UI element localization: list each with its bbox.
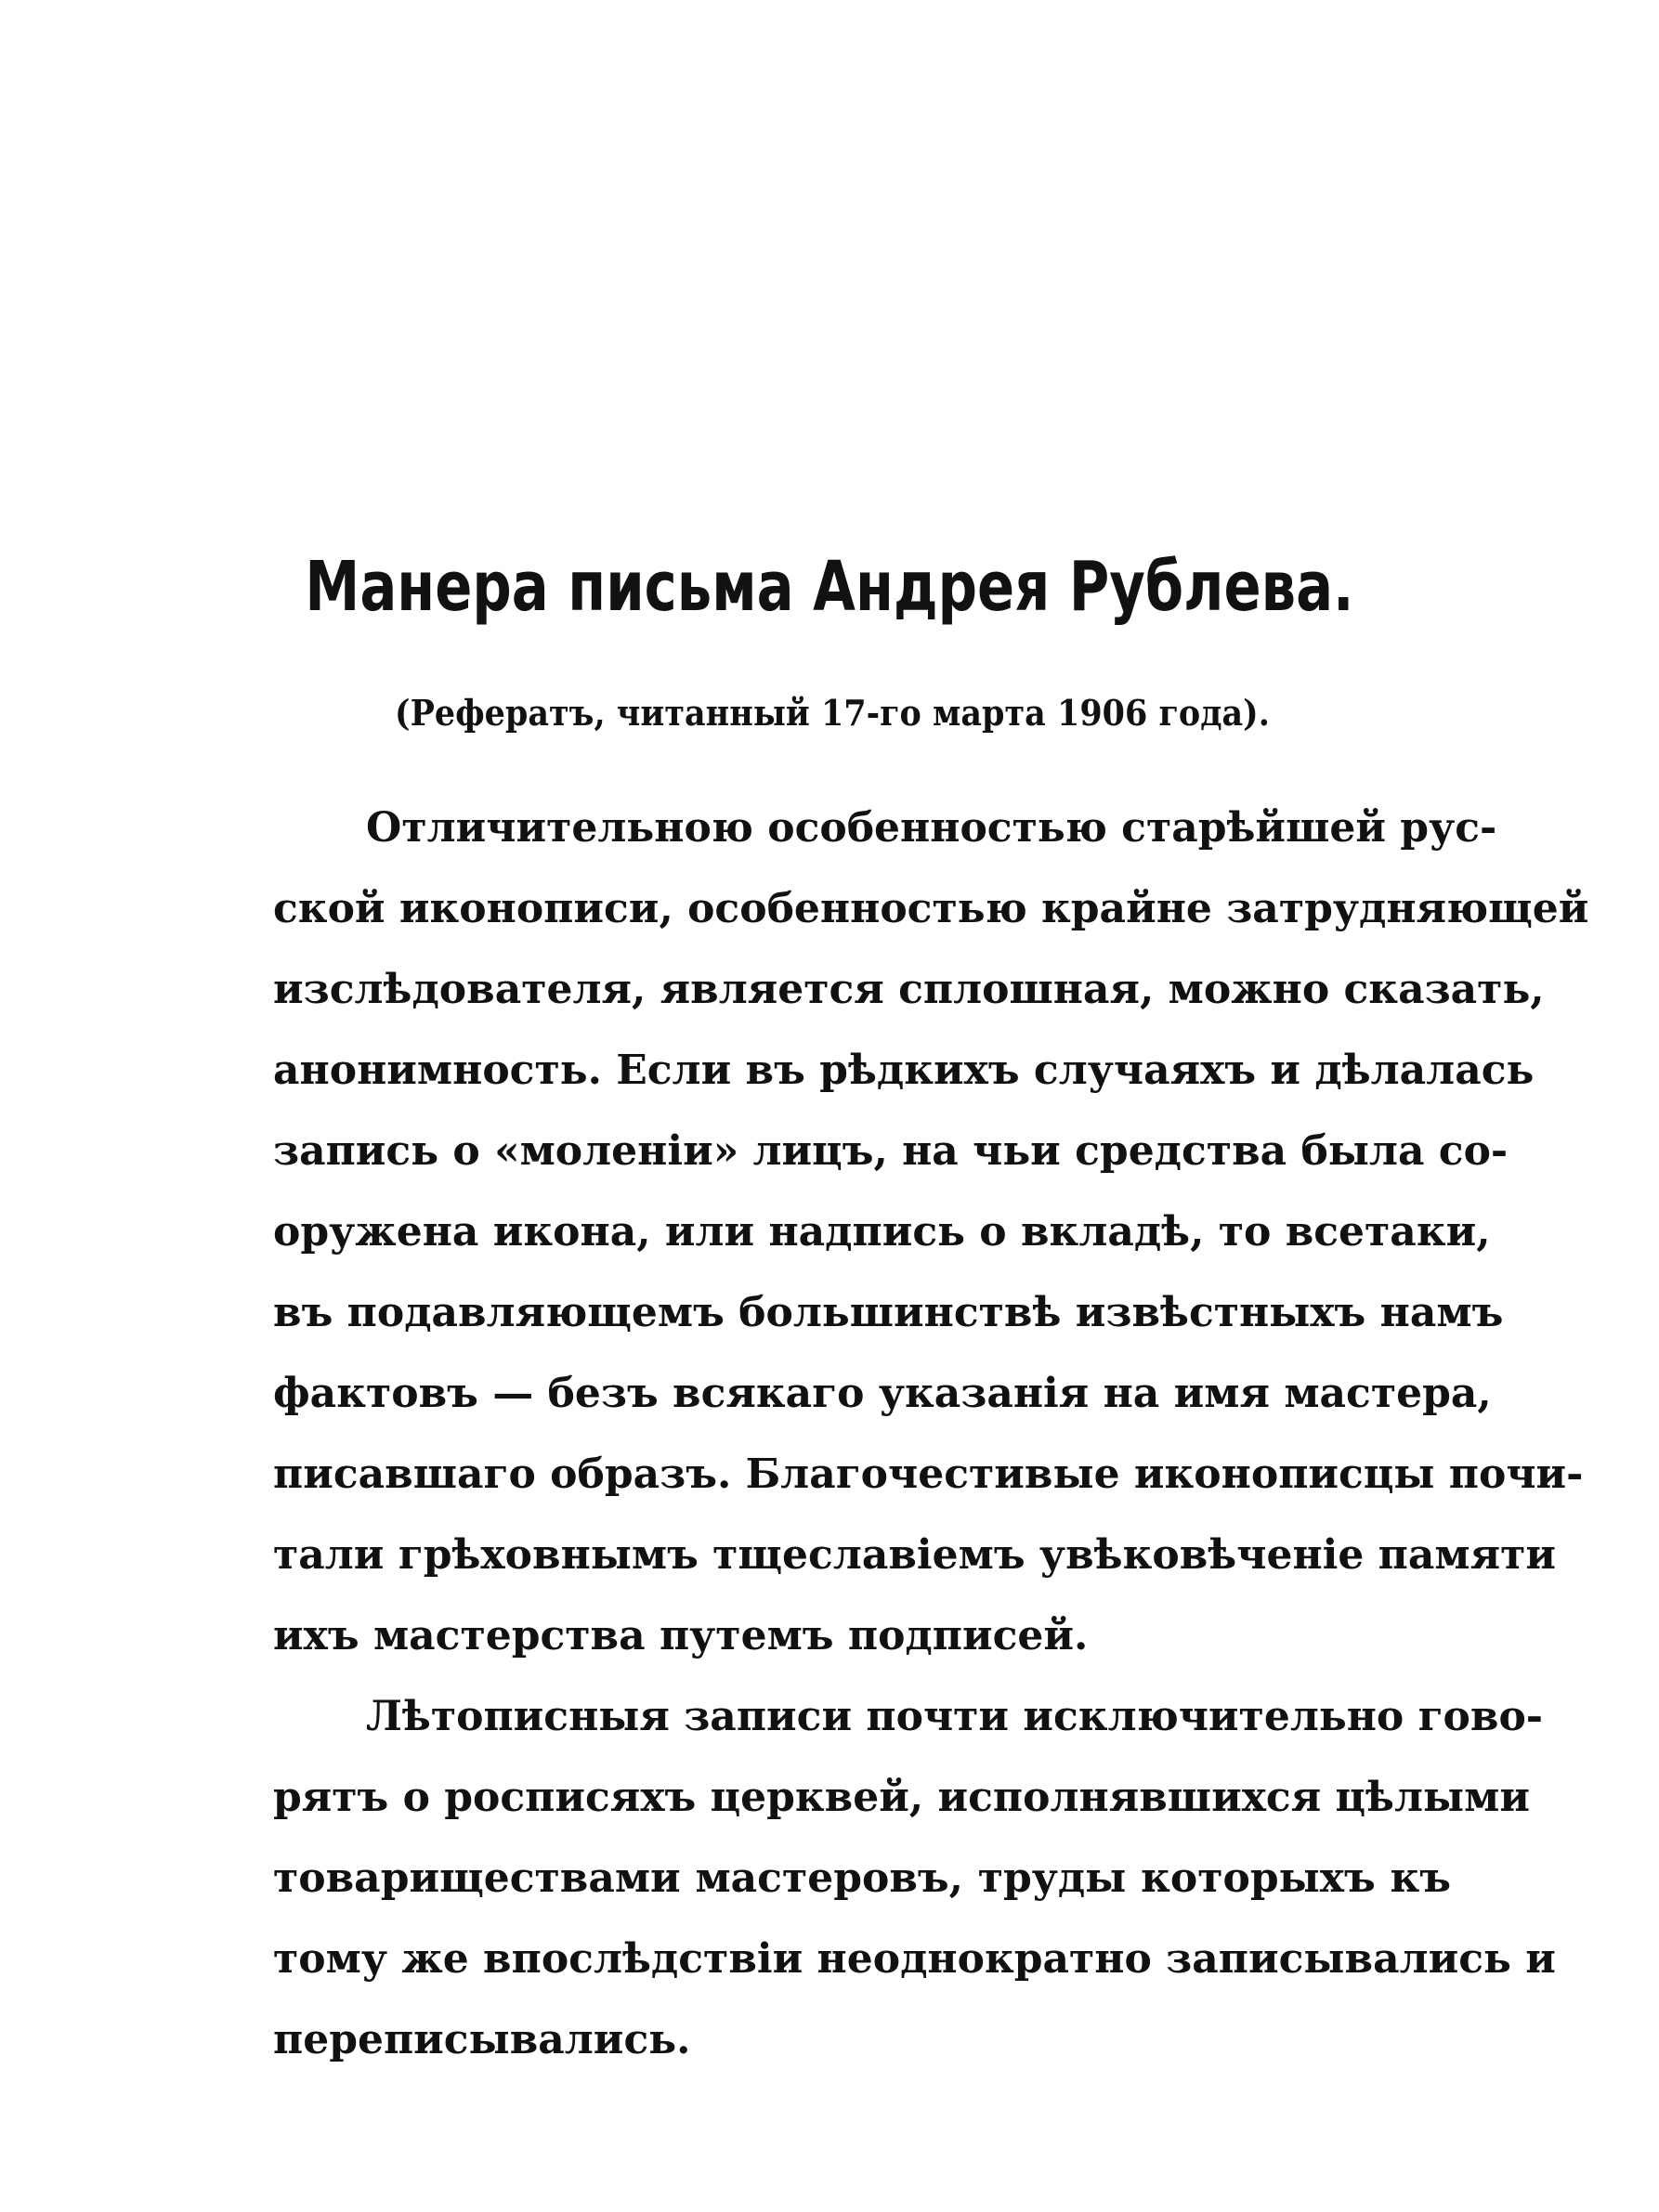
text-line: писавшаго образъ. Благочестивые иконописцы почи- xyxy=(273,1451,1584,1498)
text-line: анонимность. Если въ рѣдкихъ случаяхъ и дѣлалась xyxy=(273,1047,1535,1094)
text-line: товариществами мастеровъ, труды которыхъ къ xyxy=(273,1854,1451,1902)
text-line: переписывались. xyxy=(273,2016,691,2063)
text-line: ской иконописи, особенностью крайне затрудняющей xyxy=(273,885,1589,932)
text-line: тому же впослѣдствіи неоднократно записывались и xyxy=(273,1935,1556,1983)
paragraph-1 xyxy=(273,787,1589,1676)
paragraph-2 xyxy=(273,1676,1556,2080)
text-line: запись о «моленіи» лицъ, на чьи средства была со- xyxy=(273,1127,1509,1175)
text-line: изслѣдователя, является сплошная, можно сказать, xyxy=(273,966,1545,1013)
text-line: рятъ о росписяхъ церквей, исполнявшихся цѣлыми xyxy=(273,1774,1530,1821)
text-line: Отличительною особенностью старѣйшей рус- xyxy=(366,804,1497,852)
text-line: оружена икона, или надпись о вкладѣ, то всетаки, xyxy=(273,1208,1491,1256)
text-line: ихъ мастерства путемъ подписей. xyxy=(273,1612,1089,1659)
text-line: въ подавляющемъ большинствѣ извѣстныхъ намъ xyxy=(273,1289,1504,1336)
text-line: тали грѣховнымъ тщеславіемъ увѣковѣченіе памяти xyxy=(273,1531,1557,1579)
text-line: фактовъ — безъ всякаго указанія на имя мастера, xyxy=(273,1370,1492,1417)
page-subtitle: (Рефератъ, читанный 17-го марта 1906 года). xyxy=(395,692,1270,734)
text-line: Лѣтописныя записи почти исключительно гово- xyxy=(366,1693,1544,1740)
page-title: Манера письма Андрея Рублева. xyxy=(305,547,1354,627)
